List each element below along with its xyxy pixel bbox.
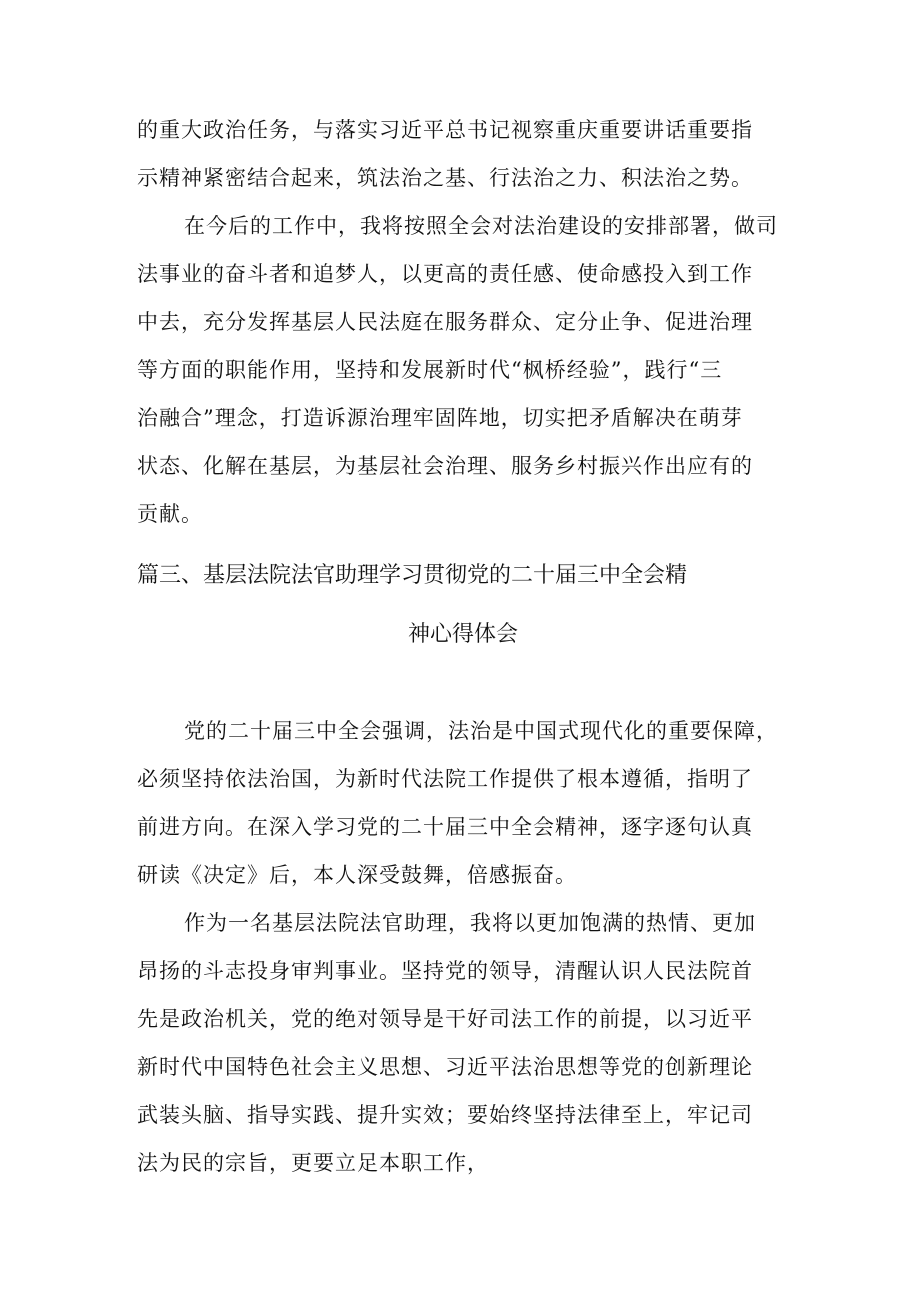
heading-line: 篇三、基层法院法官助理学习贯彻党的二十届三中全会精 — [137, 563, 688, 588]
text-line: 等方面的职能作用，坚持和发展新时代“枫桥经验”，践行“三 — [137, 358, 723, 382]
text-line: 示精神紧密结合起来，筑法治之基、行法治之力、积法治之势。 — [137, 166, 753, 190]
text-line: 的重大政治任务，与落实习近平总书记视察重庆重要讲话重要指 — [137, 118, 753, 142]
text-line: 武装头脑、指导实践、提升实效；要始终坚持法律至上，牢记司 — [137, 1103, 753, 1127]
text-line: 前进方向。在深入学习党的二十届三中全会精神，逐字逐句认真 — [137, 815, 753, 839]
text-line: 作为一名基层法院法官助理，我将以更加饱满的热情、更加 — [184, 911, 756, 935]
text-line: 中去，充分发挥基层人民法庭在服务群众、定分止争、促进治理 — [137, 310, 753, 334]
text-line: 治融合”理念，打造诉源治理牢固阵地，切实把矛盾解决在萌芽 — [137, 406, 743, 430]
text-line: 贡献。 — [137, 502, 203, 526]
heading-line: 神心得体会 — [408, 622, 519, 647]
text-line: 新时代中国特色社会主义思想、习近平法治思想等党的创新理论 — [137, 1055, 753, 1079]
text-line: 必须坚持依法治国，为新时代法院工作提供了根本遵循，指明了 — [137, 767, 753, 791]
text-line: 法为民的宗旨，更要立足本职工作， — [137, 1151, 489, 1175]
text-line: 研读《决定》后，本人深受鼓舞，倍感振奋。 — [137, 863, 577, 887]
text-line: 状态、化解在基层，为基层社会治理、服务乡村振兴作出应有的 — [137, 454, 753, 478]
text-line: 党的二十届三中全会强调，法治是中国式现代化的重要保障， — [184, 719, 778, 743]
text-line: 昂扬的斗志投身审判事业。坚持党的领导，清醒认识人民法院首 — [137, 959, 753, 983]
text-line: 在今后的工作中，我将按照全会对法治建设的安排部署，做司 — [184, 214, 778, 238]
text-line: 法事业的奋斗者和追梦人，以更高的责任感、使命感投入到工作 — [137, 262, 753, 286]
text-line: 先是政治机关，党的绝对领导是干好司法工作的前提，以习近平 — [137, 1007, 753, 1031]
